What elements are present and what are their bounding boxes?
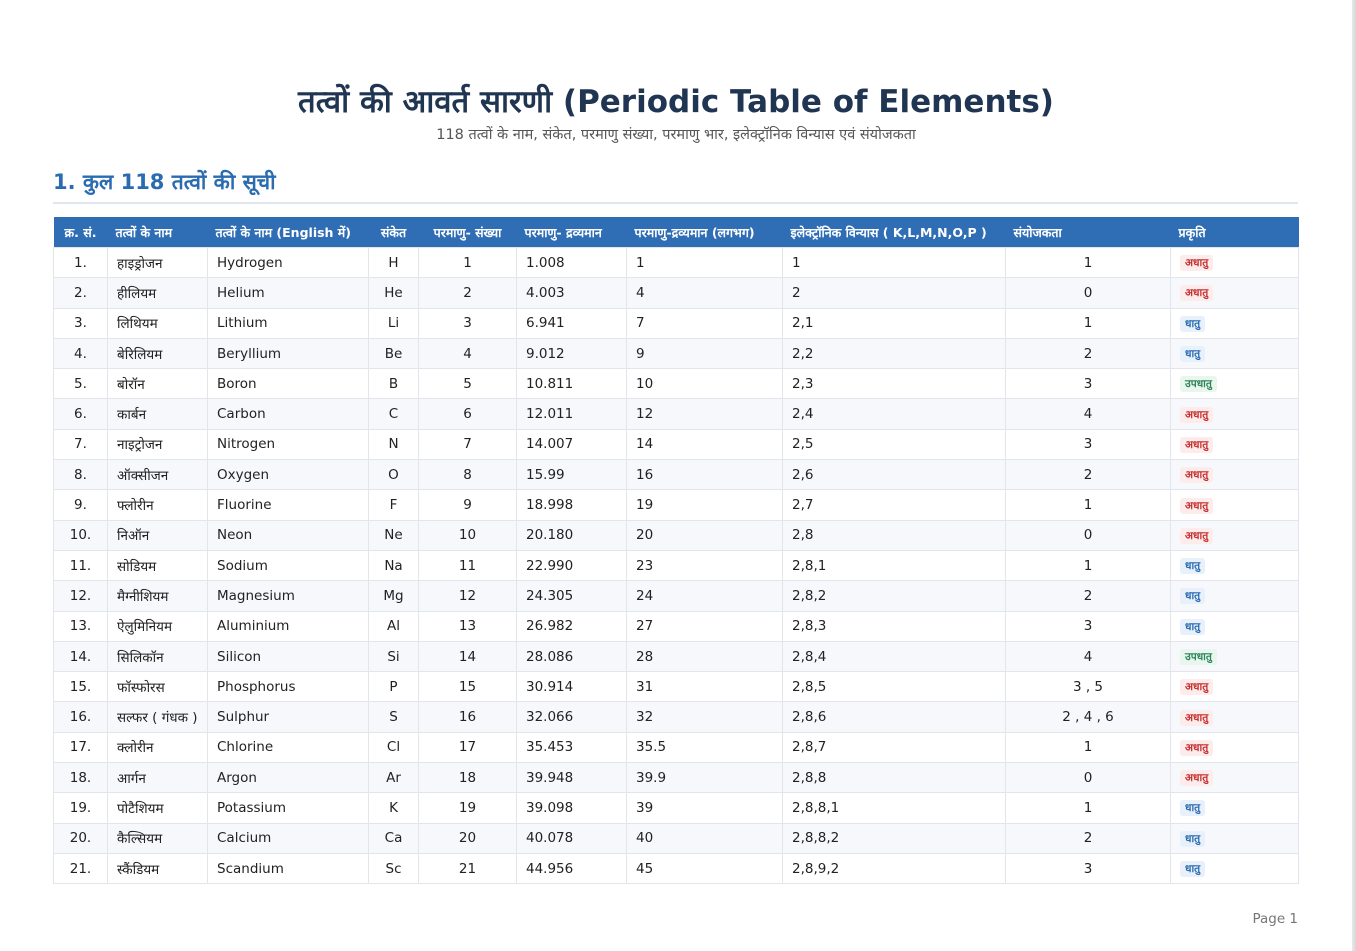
nature-badge: अधातु [1180, 255, 1213, 271]
atomic-number-cell: 15 [419, 672, 517, 702]
serial-cell: 7. [54, 429, 108, 459]
table-row [54, 702, 1299, 732]
nature-cell [1171, 338, 1299, 368]
english-name-cell: Scandium [208, 853, 369, 883]
atomic-number-cell: 19 [419, 793, 517, 823]
approx-mass-cell: 14 [627, 429, 783, 459]
electronic-config-cell: 2,8,4 [783, 641, 1006, 671]
nature-cell [1171, 550, 1299, 580]
hindi-name-cell: ऑक्सीजन [108, 460, 208, 490]
page-title: तत्वों की आवर्त सारणी (Periodic Table of Elements) [298, 84, 1054, 120]
nature-badge: अधातु [1180, 528, 1213, 544]
nature-badge: अधातु [1180, 407, 1213, 423]
nature-badge: धातु [1180, 346, 1205, 362]
atomic-number-cell: 4 [419, 338, 517, 368]
table-row [54, 641, 1299, 671]
symbol-cell: Sc [369, 853, 419, 883]
approx-mass-cell: 9 [627, 338, 783, 368]
valency-cell: 3 , 5 [1006, 672, 1171, 702]
atomic-mass-cell: 20.180 [517, 520, 627, 550]
english-name-cell: Aluminium [208, 611, 369, 641]
symbol-cell: Na [369, 550, 419, 580]
english-name-cell: Neon [208, 520, 369, 550]
approx-mass-cell: 39 [627, 793, 783, 823]
col-header-hindi-name: तत्वों के नाम [108, 217, 208, 248]
symbol-cell: K [369, 793, 419, 823]
nature-cell [1171, 763, 1299, 793]
serial-cell: 8. [54, 460, 108, 490]
nature-cell [1171, 823, 1299, 853]
atomic-mass-cell: 18.998 [517, 490, 627, 520]
atomic-number-cell: 2 [419, 278, 517, 308]
electronic-config-cell: 2,8,9,2 [783, 853, 1006, 883]
page-edge [1352, 0, 1356, 951]
english-name-cell: Calcium [208, 823, 369, 853]
serial-cell: 10. [54, 520, 108, 550]
nature-badge: अधातु [1180, 710, 1213, 726]
nature-badge: अधातु [1180, 679, 1213, 695]
atomic-number-cell: 6 [419, 399, 517, 429]
table-row [54, 278, 1299, 308]
atomic-number-cell: 9 [419, 490, 517, 520]
english-name-cell: Sodium [208, 550, 369, 580]
english-name-cell: Hydrogen [208, 248, 369, 278]
atomic-number-cell: 1 [419, 248, 517, 278]
atomic-mass-cell: 26.982 [517, 611, 627, 641]
hindi-name-cell: नाइट्रोजन [108, 429, 208, 459]
table-row [54, 429, 1299, 459]
english-name-cell: Sulphur [208, 702, 369, 732]
col-header-atomic-number: परमाणु- संख्या [419, 217, 517, 248]
nature-badge: उपधातु [1180, 376, 1217, 392]
atomic-mass-cell: 35.453 [517, 732, 627, 762]
col-header-english-name: तत्वों के नाम (English में) [208, 217, 369, 248]
symbol-cell: Ar [369, 763, 419, 793]
col-header-nature: प्रकृति [1171, 217, 1299, 248]
serial-cell: 13. [54, 611, 108, 641]
nature-badge: धातु [1180, 588, 1205, 604]
electronic-config-cell: 2,8,8,2 [783, 823, 1006, 853]
atomic-number-cell: 14 [419, 641, 517, 671]
table-body [54, 248, 1299, 884]
table-row [54, 823, 1299, 853]
english-name-cell: Carbon [208, 399, 369, 429]
atomic-number-cell: 5 [419, 369, 517, 399]
atomic-number-cell: 17 [419, 732, 517, 762]
electronic-config-cell: 2,3 [783, 369, 1006, 399]
approx-mass-cell: 35.5 [627, 732, 783, 762]
serial-cell: 5. [54, 369, 108, 399]
col-header-atomic-mass: परमाणु- द्रव्यमान [517, 217, 627, 248]
approx-mass-cell: 19 [627, 490, 783, 520]
nature-cell [1171, 248, 1299, 278]
valency-cell: 1 [1006, 793, 1171, 823]
symbol-cell: P [369, 672, 419, 702]
nature-cell [1171, 369, 1299, 399]
english-name-cell: Phosphorus [208, 672, 369, 702]
electronic-config-cell: 2,8,2 [783, 581, 1006, 611]
page-subtitle: 118 तत्वों के नाम, संकेत, परमाणु संख्या, परमाणु भार, इलेक्ट्रॉनिक विन्यास एवं संयोजकता [436, 127, 916, 143]
valency-cell: 1 [1006, 732, 1171, 762]
col-header-approx-mass: परमाणु-द्रव्यमान (लगभग) [627, 217, 783, 248]
valency-cell: 4 [1006, 399, 1171, 429]
nature-badge: अधातु [1180, 770, 1213, 786]
english-name-cell: Oxygen [208, 460, 369, 490]
atomic-number-cell: 13 [419, 611, 517, 641]
hindi-name-cell: बेरिलियम [108, 338, 208, 368]
table-row [54, 460, 1299, 490]
table-row [54, 520, 1299, 550]
electronic-config-cell: 2,8,1 [783, 550, 1006, 580]
section-divider [53, 202, 1298, 204]
atomic-number-cell: 12 [419, 581, 517, 611]
serial-cell: 4. [54, 338, 108, 368]
nature-badge: धातु [1180, 831, 1205, 847]
hindi-name-cell: हाइड्रोजन [108, 248, 208, 278]
electronic-config-cell: 2,8,5 [783, 672, 1006, 702]
atomic-number-cell: 21 [419, 853, 517, 883]
electronic-config-cell: 2,8,3 [783, 611, 1006, 641]
english-name-cell: Boron [208, 369, 369, 399]
nature-cell [1171, 641, 1299, 671]
nature-badge: अधातु [1180, 740, 1213, 756]
symbol-cell: Si [369, 641, 419, 671]
english-name-cell: Lithium [208, 308, 369, 338]
elements-table [53, 217, 1299, 884]
valency-cell: 2 [1006, 581, 1171, 611]
atomic-mass-cell: 14.007 [517, 429, 627, 459]
symbol-cell: C [369, 399, 419, 429]
nature-badge: धातु [1180, 861, 1205, 877]
atomic-mass-cell: 28.086 [517, 641, 627, 671]
valency-cell: 0 [1006, 520, 1171, 550]
serial-cell: 1. [54, 248, 108, 278]
electronic-config-cell: 1 [783, 248, 1006, 278]
atomic-mass-cell: 32.066 [517, 702, 627, 732]
hindi-name-cell: हीलियम [108, 278, 208, 308]
symbol-cell: Be [369, 338, 419, 368]
english-name-cell: Magnesium [208, 581, 369, 611]
nature-cell [1171, 520, 1299, 550]
table-row [54, 399, 1299, 429]
serial-cell: 20. [54, 823, 108, 853]
nature-badge: धातु [1180, 558, 1205, 574]
approx-mass-cell: 12 [627, 399, 783, 429]
atomic-mass-cell: 24.305 [517, 581, 627, 611]
english-name-cell: Argon [208, 763, 369, 793]
hindi-name-cell: आर्गन [108, 763, 208, 793]
electronic-config-cell: 2,8 [783, 520, 1006, 550]
electronic-config-cell: 2,8,6 [783, 702, 1006, 732]
table-row [54, 732, 1299, 762]
valency-cell: 2 [1006, 338, 1171, 368]
atomic-mass-cell: 39.098 [517, 793, 627, 823]
nature-cell [1171, 793, 1299, 823]
electronic-config-cell: 2,2 [783, 338, 1006, 368]
approx-mass-cell: 20 [627, 520, 783, 550]
hindi-name-cell: सोडियम [108, 550, 208, 580]
electronic-config-cell: 2,4 [783, 399, 1006, 429]
atomic-number-cell: 8 [419, 460, 517, 490]
nature-cell [1171, 702, 1299, 732]
serial-cell: 11. [54, 550, 108, 580]
atomic-mass-cell: 10.811 [517, 369, 627, 399]
serial-cell: 19. [54, 793, 108, 823]
approx-mass-cell: 27 [627, 611, 783, 641]
hindi-name-cell: क्लोरीन [108, 732, 208, 762]
serial-cell: 14. [54, 641, 108, 671]
atomic-number-cell: 16 [419, 702, 517, 732]
electronic-config-cell: 2,8,7 [783, 732, 1006, 762]
symbol-cell: S [369, 702, 419, 732]
serial-cell: 9. [54, 490, 108, 520]
valency-cell: 3 [1006, 853, 1171, 883]
valency-cell: 1 [1006, 550, 1171, 580]
valency-cell: 0 [1006, 763, 1171, 793]
electronic-config-cell: 2,8,8 [783, 763, 1006, 793]
english-name-cell: Potassium [208, 793, 369, 823]
nature-badge: अधातु [1180, 437, 1213, 453]
nature-badge: उपधातु [1180, 649, 1217, 665]
hindi-name-cell: मैग्नीशियम [108, 581, 208, 611]
hindi-name-cell: फॉस्फोरस [108, 672, 208, 702]
electronic-config-cell: 2,8,8,1 [783, 793, 1006, 823]
atomic-number-cell: 11 [419, 550, 517, 580]
atomic-mass-cell: 39.948 [517, 763, 627, 793]
symbol-cell: F [369, 490, 419, 520]
hindi-name-cell: सल्फर ( गंधक ) [108, 702, 208, 732]
nature-cell [1171, 611, 1299, 641]
electronic-config-cell: 2,1 [783, 308, 1006, 338]
table-row [54, 581, 1299, 611]
atomic-mass-cell: 15.99 [517, 460, 627, 490]
table-row [54, 308, 1299, 338]
approx-mass-cell: 23 [627, 550, 783, 580]
serial-cell: 3. [54, 308, 108, 338]
atomic-mass-cell: 6.941 [517, 308, 627, 338]
nature-cell [1171, 853, 1299, 883]
atomic-mass-cell: 9.012 [517, 338, 627, 368]
serial-cell: 2. [54, 278, 108, 308]
symbol-cell: Mg [369, 581, 419, 611]
approx-mass-cell: 40 [627, 823, 783, 853]
approx-mass-cell: 45 [627, 853, 783, 883]
atomic-mass-cell: 4.003 [517, 278, 627, 308]
valency-cell: 0 [1006, 278, 1171, 308]
symbol-cell: B [369, 369, 419, 399]
atomic-number-cell: 18 [419, 763, 517, 793]
nature-cell [1171, 429, 1299, 459]
col-header-symbol: संकेत [369, 217, 419, 248]
table-header-row [54, 217, 1299, 248]
serial-cell: 15. [54, 672, 108, 702]
symbol-cell: Li [369, 308, 419, 338]
electronic-config-cell: 2,6 [783, 460, 1006, 490]
table-row [54, 853, 1299, 883]
atomic-mass-cell: 1.008 [517, 248, 627, 278]
atomic-mass-cell: 44.956 [517, 853, 627, 883]
nature-cell [1171, 308, 1299, 338]
atomic-mass-cell: 30.914 [517, 672, 627, 702]
atomic-number-cell: 7 [419, 429, 517, 459]
approx-mass-cell: 10 [627, 369, 783, 399]
table-row [54, 611, 1299, 641]
symbol-cell: Ca [369, 823, 419, 853]
atomic-mass-cell: 40.078 [517, 823, 627, 853]
hindi-name-cell: कार्बन [108, 399, 208, 429]
valency-cell: 1 [1006, 490, 1171, 520]
english-name-cell: Chlorine [208, 732, 369, 762]
table-row [54, 338, 1299, 368]
symbol-cell: N [369, 429, 419, 459]
nature-badge: अधातु [1180, 498, 1213, 514]
atomic-number-cell: 20 [419, 823, 517, 853]
approx-mass-cell: 32 [627, 702, 783, 732]
nature-cell [1171, 460, 1299, 490]
col-header-serial: क्र. सं. [54, 217, 108, 248]
valency-cell: 3 [1006, 429, 1171, 459]
valency-cell: 2 [1006, 460, 1171, 490]
nature-badge: धातु [1180, 619, 1205, 635]
nature-cell [1171, 581, 1299, 611]
symbol-cell: H [369, 248, 419, 278]
english-name-cell: Helium [208, 278, 369, 308]
electronic-config-cell: 2,7 [783, 490, 1006, 520]
electronic-config-cell: 2,5 [783, 429, 1006, 459]
nature-cell [1171, 732, 1299, 762]
atomic-number-cell: 10 [419, 520, 517, 550]
serial-cell: 17. [54, 732, 108, 762]
approx-mass-cell: 16 [627, 460, 783, 490]
valency-cell: 3 [1006, 369, 1171, 399]
hindi-name-cell: फ्लोरीन [108, 490, 208, 520]
hindi-name-cell: स्कैंडियम [108, 853, 208, 883]
serial-cell: 12. [54, 581, 108, 611]
table-row [54, 672, 1299, 702]
approx-mass-cell: 39.9 [627, 763, 783, 793]
approx-mass-cell: 7 [627, 308, 783, 338]
symbol-cell: Ne [369, 520, 419, 550]
atomic-mass-cell: 12.011 [517, 399, 627, 429]
english-name-cell: Silicon [208, 641, 369, 671]
valency-cell: 3 [1006, 611, 1171, 641]
nature-cell [1171, 672, 1299, 702]
col-header-electronic-config: इलेक्ट्रॉनिक विन्यास ( K,L,M,N,O,P ) [783, 217, 1006, 248]
hindi-name-cell: लिथियम [108, 308, 208, 338]
nature-cell [1171, 399, 1299, 429]
atomic-number-cell: 3 [419, 308, 517, 338]
nature-badge: धातु [1180, 800, 1205, 816]
atomic-mass-cell: 22.990 [517, 550, 627, 580]
nature-cell [1171, 490, 1299, 520]
table-row [54, 550, 1299, 580]
hindi-name-cell: सिलिकॉन [108, 641, 208, 671]
hindi-name-cell: बोरॉन [108, 369, 208, 399]
table-row [54, 369, 1299, 399]
english-name-cell: Beryllium [208, 338, 369, 368]
valency-cell: 1 [1006, 308, 1171, 338]
valency-cell: 2 , 4 , 6 [1006, 702, 1171, 732]
serial-cell: 18. [54, 763, 108, 793]
symbol-cell: O [369, 460, 419, 490]
approx-mass-cell: 28 [627, 641, 783, 671]
table-row [54, 763, 1299, 793]
hindi-name-cell: निऑन [108, 520, 208, 550]
hindi-name-cell: ऐलुमिनियम [108, 611, 208, 641]
symbol-cell: He [369, 278, 419, 308]
nature-badge: अधातु [1180, 467, 1213, 483]
approx-mass-cell: 24 [627, 581, 783, 611]
electronic-config-cell: 2 [783, 278, 1006, 308]
table-row [54, 793, 1299, 823]
approx-mass-cell: 31 [627, 672, 783, 702]
section-heading: 1. कुल 118 तत्वों की सूची [53, 170, 276, 194]
hindi-name-cell: पोटैशियम [108, 793, 208, 823]
serial-cell: 21. [54, 853, 108, 883]
valency-cell: 1 [1006, 248, 1171, 278]
nature-cell [1171, 278, 1299, 308]
serial-cell: 6. [54, 399, 108, 429]
page-number: Page 1 [1252, 911, 1298, 927]
hindi-name-cell: कैल्सियम [108, 823, 208, 853]
col-header-valency: संयोजकता [1006, 217, 1171, 248]
serial-cell: 16. [54, 702, 108, 732]
english-name-cell: Nitrogen [208, 429, 369, 459]
english-name-cell: Fluorine [208, 490, 369, 520]
nature-badge: धातु [1180, 316, 1205, 332]
valency-cell: 4 [1006, 641, 1171, 671]
approx-mass-cell: 1 [627, 248, 783, 278]
valency-cell: 2 [1006, 823, 1171, 853]
symbol-cell: Al [369, 611, 419, 641]
table-row [54, 490, 1299, 520]
approx-mass-cell: 4 [627, 278, 783, 308]
symbol-cell: Cl [369, 732, 419, 762]
nature-badge: अधातु [1180, 285, 1213, 301]
table-row [54, 248, 1299, 278]
